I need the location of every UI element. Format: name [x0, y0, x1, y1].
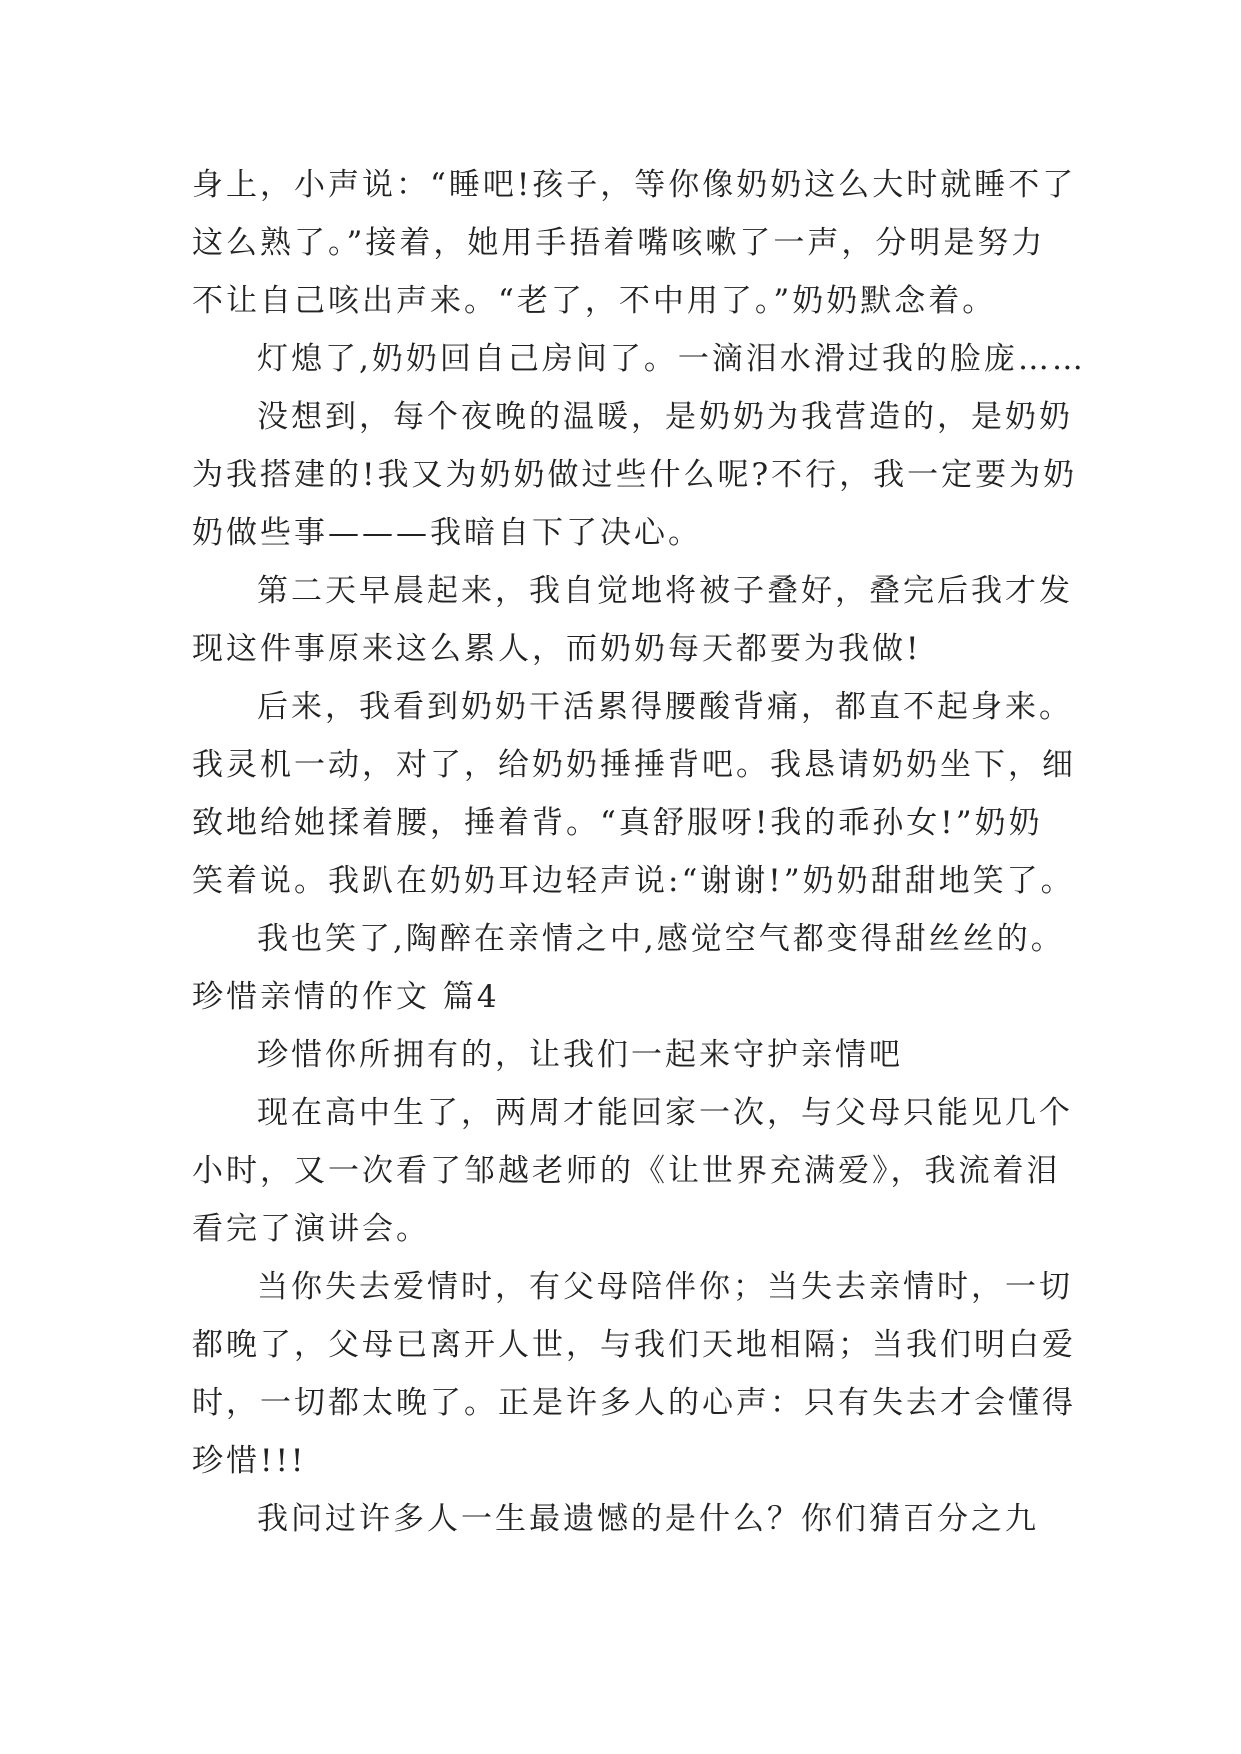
text-line: 我也笑了,陶醉在亲情之中,感觉空气都变得甜丝丝的。	[257, 921, 1065, 957]
text-line: 当你失去爱情时，有父母陪伴你；当失去亲情时，一切	[257, 1269, 1073, 1305]
text-line: 为我搭建的!我又为奶奶做过些什么呢?不行，我一定要为奶	[192, 457, 1078, 493]
text-line: 笑着说。我趴在奶奶耳边轻声说:“谢谢!”奶奶甜甜地笑了。	[192, 863, 1075, 899]
text-line: 我灵机一动，对了，给奶奶捶捶背吧。我恳请奶奶坐下，细	[192, 747, 1076, 783]
text-line: 不让自己咳出声来。“老了，不中用了。”奶奶默念着。	[192, 283, 997, 319]
text-line: 现在高中生了，两周才能回家一次，与父母只能见几个	[257, 1095, 1073, 1131]
text-line: 奶做些事———我暗自下了决心。	[192, 515, 702, 551]
text-line: 身上，小声说：“睡吧!孩子，等你像奶奶这么大时就睡不了	[192, 167, 1077, 203]
section-heading: 珍惜亲情的作文 篇4	[192, 979, 500, 1015]
text-line: 后来，我看到奶奶干活累得腰酸背痛，都直不起身来。	[257, 689, 1073, 725]
essay-text	[192, 156, 1086, 1548]
text-line: 这么熟了。”接着，她用手捂着嘴咳嗽了一声，分明是努力	[192, 225, 1046, 261]
section-subtitle: 珍惜你所拥有的，让我们一起来守护亲情吧	[257, 1037, 903, 1073]
text-line: 第二天早晨起来，我自觉地将被子叠好，叠完后我才发	[257, 573, 1073, 609]
text-line: 看完了演讲会。	[192, 1211, 430, 1247]
text-line: 时，一切都太晚了。正是许多人的心声：只有失去才会懂得	[192, 1385, 1076, 1421]
text-line: 没想到，每个夜晚的温暖，是奶奶为我营造的，是奶奶	[257, 399, 1073, 435]
text-line: 灯熄了,奶奶回自己房间了。一滴泪水滑过我的脸庞……	[257, 341, 1086, 377]
text-line: 珍惜!!!	[192, 1443, 307, 1479]
text-line: 都晚了，父母已离开人世，与我们天地相隔；当我们明白爱	[192, 1327, 1076, 1363]
text-line: 我问过许多人一生最遗憾的是什么？你们猜百分之九	[257, 1501, 1039, 1537]
text-line: 现这件事原来这么累人，而奶奶每天都要为我做!	[192, 631, 922, 667]
text-line: 致地给她揉着腰，捶着背。“真舒服呀!我的乖孙女!”奶奶	[192, 805, 1043, 841]
text-line: 小时，又一次看了邹越老师的《让世界充满爱》，我流着泪	[192, 1153, 1061, 1189]
